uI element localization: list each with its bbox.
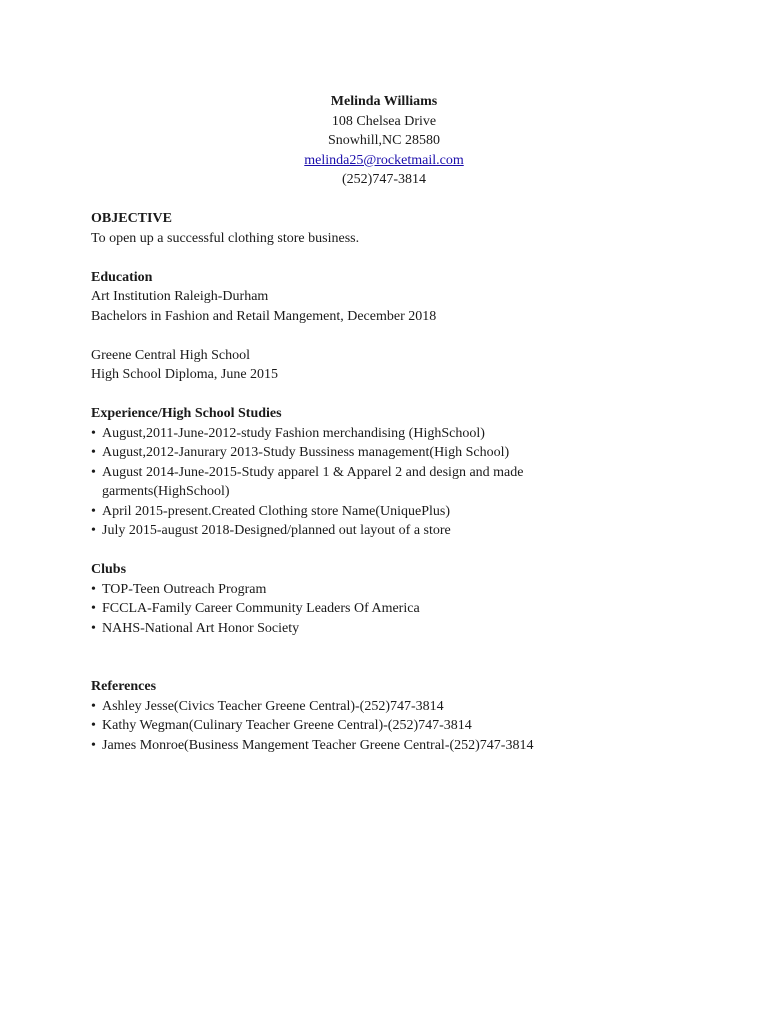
experience-heading: Experience/High School Studies — [91, 406, 282, 421]
list-item: • April 2015-present.Created Clothing store Name(UniquePlus) — [91, 502, 711, 522]
list-item: • James Monroe(Business Mangement Teacher Greene Central-(252)747-3814 — [91, 736, 711, 756]
bullet-icon: • — [91, 464, 96, 480]
bullet-icon: • — [91, 718, 96, 733]
bullet-icon: • — [91, 620, 96, 636]
references-heading: References — [91, 679, 157, 694]
education-heading: Education — [91, 269, 153, 285]
references-list — [91, 697, 711, 756]
education-school-highschool: Greene Central High School — [91, 347, 251, 363]
list-item: • Kathy Wegman(Culinary Teacher Greene Central)-(252)747-3814 — [91, 716, 711, 736]
bullet-icon: • — [91, 445, 96, 460]
list-item: • August,2012-Janurary 2013-Study Bussiness management(High School) — [91, 443, 711, 463]
list-item: • July 2015-august 2018-Designed/planned out layout of a store — [91, 521, 711, 541]
phone-number: (252)747-3814 — [342, 172, 426, 187]
street-address: 108 Chelsea Drive — [331, 113, 437, 129]
bullet-icon: • — [91, 425, 96, 441]
education-school-college: Art Institution Raleigh-Durham — [91, 289, 269, 304]
bullet-icon: • — [91, 581, 96, 597]
education-degree-highschool: High School Diploma, June 2015 — [91, 367, 279, 382]
list-item: • Ashley Jesse(Civics Teacher Greene Central)-(252)747-3814 — [91, 697, 711, 717]
experience-list — [91, 424, 711, 541]
objective-heading: OBJECTIVE — [91, 211, 172, 226]
clubs-list — [91, 580, 711, 639]
list-item: • FCCLA-Family Career Community Leaders Of America — [91, 599, 711, 619]
education-degree-college: Bachelors in Fashion and Retail Mangement, December 2018 — [91, 308, 437, 324]
list-item: • August,2011-June-2012-study Fashion merchandising (HighSchool) — [91, 424, 711, 444]
bullet-icon: • — [91, 737, 96, 753]
bullet-icon: • — [91, 523, 96, 538]
applicant-name: Melinda Williams — [330, 94, 438, 109]
list-item: • NAHS-National Art Honor Society — [91, 619, 711, 639]
bullet-icon: • — [91, 698, 96, 714]
city-state-zip: Snowhill,NC 28580 — [327, 133, 440, 148]
list-item: • August 2014-June-2015-Study apparel 1 & Apparel 2 and design and made garments(HighSchool) — [91, 464, 524, 499]
objective-text: To open up a successful clothing store business. — [91, 230, 360, 246]
email-link[interactable]: melinda25@rocketmail.com — [304, 152, 464, 168]
resume-body — [91, 209, 711, 755]
contact-header — [0, 92, 768, 190]
clubs-heading: Clubs — [91, 562, 127, 577]
bullet-icon: • — [91, 503, 96, 519]
bullet-icon: • — [91, 601, 96, 616]
list-item: • TOP-Teen Outreach Program — [91, 580, 711, 600]
